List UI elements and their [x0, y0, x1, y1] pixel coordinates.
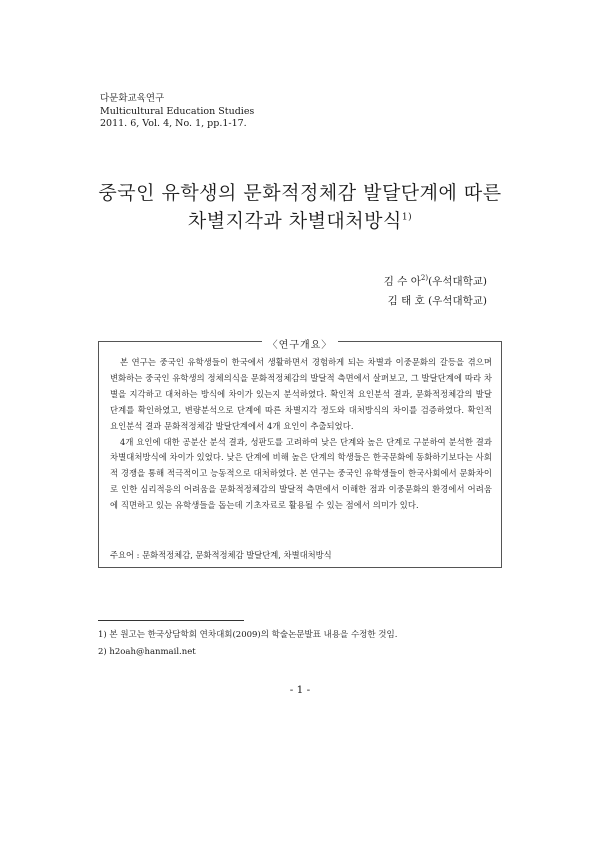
footnotes — [98, 627, 397, 661]
keywords-list: 문화적정체감, 문화적정체감 발달단계, 차별대처방식 — [142, 550, 332, 560]
keywords-label: 주요어 : — [110, 550, 140, 560]
page-number: - 1 - — [289, 684, 311, 696]
paper-title-line-2 — [0, 206, 600, 233]
journal-korean-name: 다문화교육연구 — [100, 93, 165, 104]
abstract-label-text: 〈연구개요〉 — [262, 340, 339, 351]
title-footnote-mark: 1) — [401, 212, 413, 223]
journal-citation: 2011. 6, Vol. 4, No. 1, pp.1-17. — [100, 118, 247, 129]
footnote-divider — [98, 620, 244, 621]
author-list — [384, 269, 487, 311]
journal-header — [100, 93, 254, 131]
abstract-label — [0, 333, 600, 352]
author-1-affiliation: (우석대학교) — [428, 275, 487, 288]
author-1 — [384, 269, 487, 292]
journal-english-name: Multicultural Education Studies — [100, 105, 255, 117]
footnote-1: 1) 본 원고는 한국상담학회 연차대회(2009)의 학술논문발표 내용을 수정한 것임. — [98, 630, 398, 640]
keywords — [110, 549, 332, 561]
author-1-name: 김 수 아 — [383, 275, 421, 288]
footnote-2: 2) h2oah@hanmail.net — [98, 647, 196, 657]
abstract-paragraph-2: 4개 요인에 대한 공분산 분석 결과, 성판도를 고려하여 낮은 단계와 높은 단계로 구분하여 분석한 결과 차별대처방식에 차이가 있었다. 낮은 단계에 비해 높은 단계의 학생들은 한국문화에 동화하기보다는 사회적 경쟁을 통해 적극적이고 능동적으로 대처하였다. 본 연구는 중국인 유학생들이 한국사회에서 문화차이로 인한 심리적응의 어려움을 문화적정체감의 발달적 측면에서 이해한 점과 이중문화의 환경에서 어려움에 직면하고 있는 유학생들을 돕는데 기초자료로 활용될 수 있는 점에서 의미가 있다. — [110, 436, 492, 511]
paper-title-line-2-text: 차별지각과 차별대처방식 — [187, 210, 402, 232]
author-1-footnote-mark: 2) — [420, 274, 429, 282]
author-2-affiliation: (우석대학교) — [428, 294, 487, 307]
author-2 — [384, 292, 487, 311]
paper-title-line-1: 중국인 유학생의 문화적정체감 발달단계에 따른 — [98, 182, 502, 204]
author-2-name: 김 태 호 — [387, 294, 425, 307]
abstract-paragraph-1: 본 연구는 중국인 유학생들이 한국에서 생활하면서 경험하게 되는 차별과 이중문화의 갈등을 겪으며 변화하는 중국인 유학생의 정체의식을 문화적정체감의 발달적 측면에서 살펴보고, 그 발달단계에 따라 차별을 지각하고 대처하는 방식에 차이가 있는지 분석하였다. 확인적 요인분석 결과, 문화적정체감의 발달단계를 확인하였고, 변량분석으로 단계에 따른 차별지각 정도와 대처방식의 차이를 검증하였다. 확인적 요인분석 결과 문화적정체감 발달단계에서 4개 요인이 추출되었다. — [110, 357, 492, 431]
abstract-body — [110, 355, 492, 514]
